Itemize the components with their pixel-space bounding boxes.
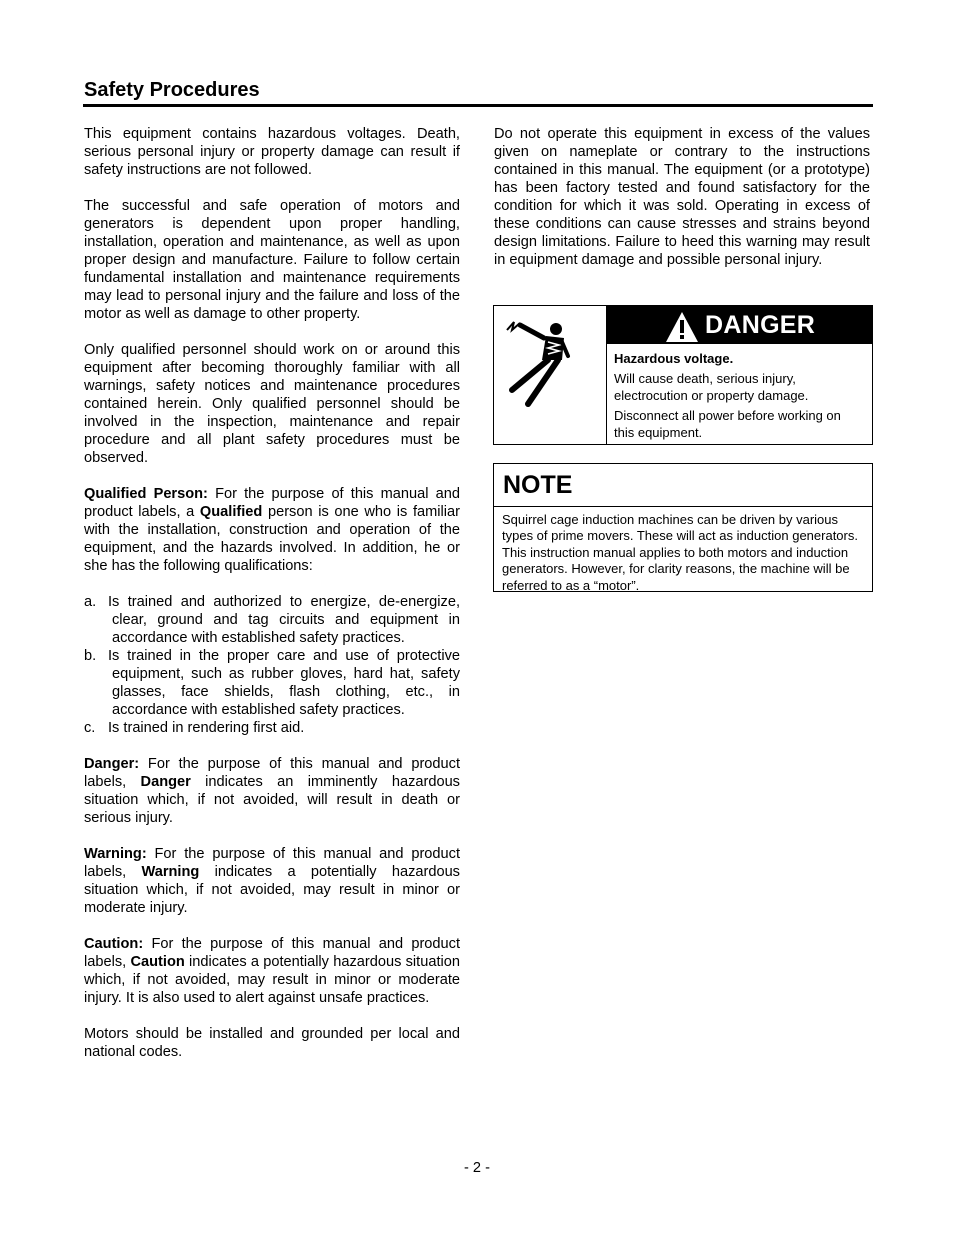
- warning-definition-paragraph: [84, 845, 460, 917]
- danger-def-term: Danger: [140, 774, 191, 790]
- danger-consequence: Will cause death, serious injury, electrocution or property damage.: [614, 371, 809, 403]
- danger-pictogram: [494, 306, 607, 444]
- page-number: - 2 -: [464, 1160, 490, 1176]
- list-item: [84, 593, 460, 647]
- caution-def-text-b: indicates a potentially hazardous situation which, if not avoided, may result in minor or moderate injury. It is also used to alert against unsafe practices.: [84, 954, 460, 1006]
- qualified-text-a: For the purpose of this manual and product labels, a: [84, 486, 460, 520]
- electric-shock-icon: [504, 314, 574, 409]
- note-body: Squirrel cage induction machines can be driven by various types of prime movers. These will act as induction generators. This instruction manual applies to both motors and induction generators. However, for clarity reasons, the machine will be referred to as a “motor”.: [502, 512, 858, 593]
- list-item: [84, 719, 460, 737]
- warning-def-label: Warning:: [84, 846, 147, 862]
- danger-box: [493, 305, 873, 445]
- warning-def-term: Warning: [141, 864, 200, 880]
- danger-title: Hazardous voltage.: [614, 351, 734, 366]
- danger-header-label: DANGER: [705, 310, 816, 339]
- danger-text: [607, 306, 872, 444]
- danger-definition-paragraph: [84, 755, 460, 827]
- list-item-text: Is trained and authorized to energize, de-energize, clear, ground and tag circuits and equipment in accordance with established safety practices.: [108, 594, 460, 646]
- list-item-text: Is trained in the proper care and use of protective equipment, such as rubber gloves, hard hat, safety glasses, face shields, flash clothing, etc., in accordance with established safety practices.: [108, 648, 460, 718]
- page-title: Safety Procedures: [84, 79, 260, 101]
- caution-def-term: Caution: [130, 954, 185, 970]
- caution-def-text-a: For the purpose of this manual and product labels,: [84, 936, 460, 970]
- note-box: [493, 463, 873, 592]
- danger-body: [607, 344, 872, 444]
- qualified-term: Qualified: [199, 504, 263, 520]
- operation-paragraph: The successful and safe operation of motors and generators is dependent upon proper handling, installation, operation and maintenance, as well as upon proper design and manufacture. Failure to follow certain fundamental installation and maintenance requirements may lead to personal injury and the failure and loss of the motor as well as damage to other property.: [84, 198, 460, 322]
- caution-def-label: Caution:: [84, 936, 144, 952]
- danger-def-text-b: indicates an imminently hazardous situation which, if not avoided, will result in death or serious injury.: [84, 774, 460, 826]
- left-column: [84, 125, 460, 1061]
- list-item-label: b.: [84, 648, 97, 664]
- danger-header: [607, 306, 872, 344]
- warning-def-text-b: indicates a potentially hazardous situation which, if not avoided, may result in minor or moderate injury.: [84, 864, 460, 916]
- operating-limits-paragraph: Do not operate this equipment in excess of the values given on nameplate or contrary to the instructions contained in this manual. The equipment (or a prototype) has been factory tested and found satisfactory for the condition for which it was sold. Operating in excess of these conditions can cause stresses and strains beyond design limitations. Failure to heed this warning may result in equipment damage and possible personal injury.: [494, 126, 870, 268]
- right-column: [494, 125, 870, 269]
- grounding-paragraph: Motors should be installed and grounded per local and national codes.: [84, 1026, 460, 1060]
- warning-triangle-icon: [665, 311, 699, 343]
- danger-def-label: Danger:: [84, 756, 140, 772]
- warning-def-text-a: For the purpose of this manual and product labels,: [84, 846, 460, 880]
- danger-def-text-a: For the purpose of this manual and product labels,: [84, 756, 460, 790]
- qualified-person-label: Qualified Person:: [84, 486, 208, 502]
- qualified-text-b: person is one who is familiar with the installation, construction and operation of the equipment, and the hazards involved. In addition, he or she has the following qualifications:: [84, 504, 460, 574]
- note-header: NOTE: [494, 464, 872, 507]
- caution-definition-paragraph: [84, 935, 460, 1007]
- intro-paragraph: This equipment contains hazardous voltages. Death, serious personal injury or property damage can result if safety instructions are not followed.: [84, 126, 460, 178]
- list-item-label: a.: [84, 594, 97, 610]
- title-rule: [83, 104, 873, 107]
- list-item: [84, 647, 460, 719]
- list-item-text: Is trained in rendering first aid.: [108, 720, 305, 736]
- qualifications-list: [84, 593, 460, 737]
- personnel-paragraph: Only qualified personnel should work on or around this equipment after becoming thoroughly familiar with all warnings, safety notices and maintenance procedures contained herein. Only qualified personnel should be involved in the inspection, maintenance and repair procedure and all plant safety procedures must be observed.: [84, 342, 460, 466]
- list-item-label: c.: [84, 720, 96, 736]
- qualified-person-paragraph: [84, 485, 460, 575]
- danger-instruction: Disconnect all power before working on this equipment.: [614, 408, 841, 440]
